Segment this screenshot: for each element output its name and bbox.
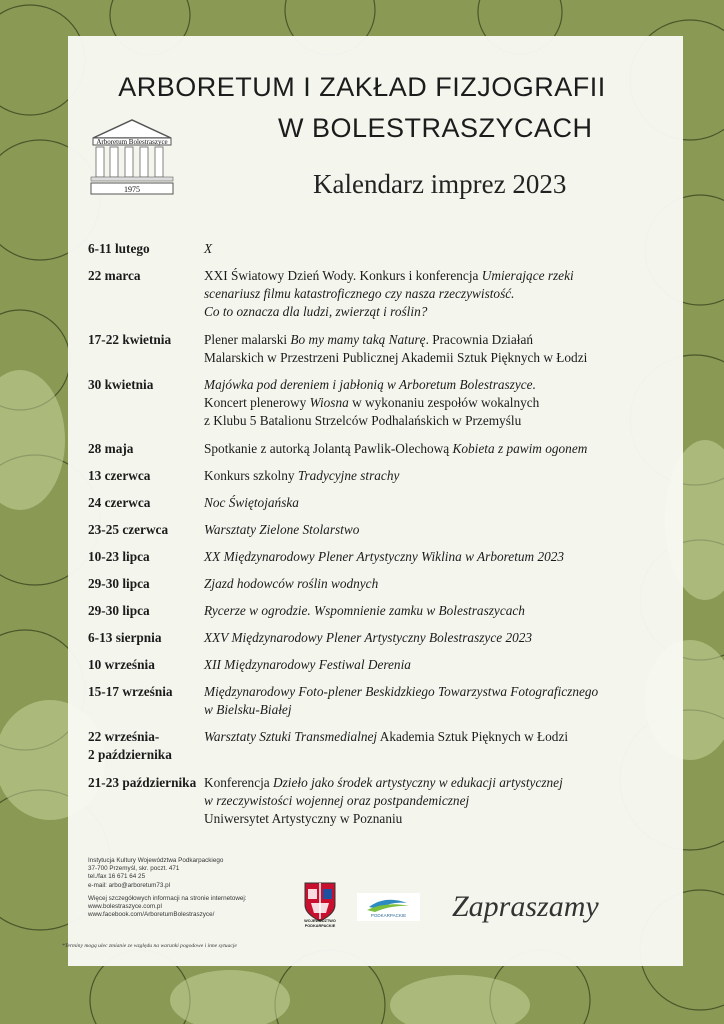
event-description: XX Międzynarodowy Plener Artystyczny Wiklina w Arboretum 2023 (204, 549, 565, 564)
event-description: XXI Światowy Dzień Wody. Konkurs i konferencja Umierające rzeki scenariusz filmu katastroficznego czy nasza rzeczywistość. Co to oznacza dla ludzi, zwierząt i roślin? (204, 268, 574, 319)
podkarpackie-logo (357, 893, 420, 921)
event-description: Zjazd hodowców roślin wodnych (204, 576, 379, 591)
event-description: Spotkanie z autorką Jolantą Pawlik-Olechową Kobieta z pawim ogonem (204, 441, 588, 456)
svg-text:PODKARPACKIE: PODKARPACKIE (370, 913, 407, 918)
contact-info: Instytucja Kultury Województwa Podkarpackiego 37-700 Przemyśl, skr. poczt. 471 tel./fax 16 671 64 25 e-mail: arbo@arboretum73.pl Więcej szczegółowych informacji na stronie internetowej: www.bolestraszyce.com.pl www.facebook.com/ArboretumBolestraszyce/ (88, 857, 247, 919)
event-date: 17-22 kwietnia (88, 332, 172, 347)
event-description: Warsztaty Sztuki Transmedialnej Akademia Sztuk Pięknych w Łodzi (204, 729, 569, 744)
event-date: 21-23 października (88, 775, 197, 790)
event-description: Warsztaty Zielone Stolarstwo (204, 522, 360, 537)
event-date: 22 marca (88, 268, 141, 283)
event-date: 22 września- 2 października (88, 729, 172, 762)
event-date: 10 września (88, 657, 155, 672)
logo-name: Arboretum Bolestraszyce (96, 138, 168, 146)
event-description: Majówka pod dereniem i jabłonią w Arboretum Bolestraszyce. Koncert plenerowy Wiosna w wykonaniu zespołów wokalnych z Klubu 5 Batalionu Strzelców Podhalańskich w Przemyślu (204, 377, 540, 428)
event-date: 29-30 lipca (88, 603, 150, 618)
event-date: 30 kwietnia (88, 377, 154, 392)
event-date: 28 maja (88, 441, 134, 456)
event-description: XII Międzynarodowy Festiwal Derenia (204, 657, 411, 672)
event-description: Noc Świętojańska (204, 495, 299, 510)
event-date: 13 czerwca (88, 468, 151, 483)
event-description: Konkurs szkolny Tradycyjne strachy (204, 468, 400, 483)
event-date: 6-13 sierpnia (88, 630, 162, 645)
closing-text: Zapraszamy (452, 890, 599, 923)
page-title-line1: ARBORETUM I ZAKŁAD FIZJOGRAFII (118, 72, 606, 102)
page-subtitle: Kalendarz imprez 2023 (313, 169, 567, 199)
disclaimer: *Terminy mogą ulec zmianie ze względu na warunki pogodowe i inne sytuacje (62, 943, 237, 949)
event-description: Międzynarodowy Foto-plener Beskidzkiego Towarzystwa Fotograficznego w Bielsku-Białej (204, 684, 599, 717)
event-description: X (204, 241, 213, 256)
event-date: 29-30 lipca (88, 576, 150, 591)
event-description: Konferencja Dzieło jako środek artystyczny w edukacji artystycznej w rzeczywistości wojennej oraz postpandemicznej Uniwersytet Artystyczny w Poznaniu (204, 775, 563, 826)
coat-of-arms-label: WOJEWÓDZTWO PODKARPACKIE (304, 919, 336, 928)
event-description: Rycerze w ogrodzie. Wspomnienie zamku w Bolestraszycach (204, 603, 525, 618)
event-date: 6-11 lutego (88, 241, 150, 256)
event-date: 23-25 czerwca (88, 522, 169, 537)
event-date: 10-23 lipca (88, 549, 150, 564)
event-date: 15-17 września (88, 684, 173, 699)
event-date: 24 czerwca (88, 495, 151, 510)
logo-year: 1975 (124, 185, 140, 194)
page-title-line2: W BOLESTRASZYCACH (278, 113, 593, 143)
event-description: Plener malarski Bo my mamy taką Naturę. Pracownia Działań Malarskich w Przestrzeni Publicznej Akademii Sztuk Pięknych w Łodzi (204, 332, 588, 365)
arboretum-logo (85, 118, 180, 198)
event-description: XXV Międzynarodowy Plener Artystyczny Bolestraszyce 2023 (204, 630, 533, 645)
